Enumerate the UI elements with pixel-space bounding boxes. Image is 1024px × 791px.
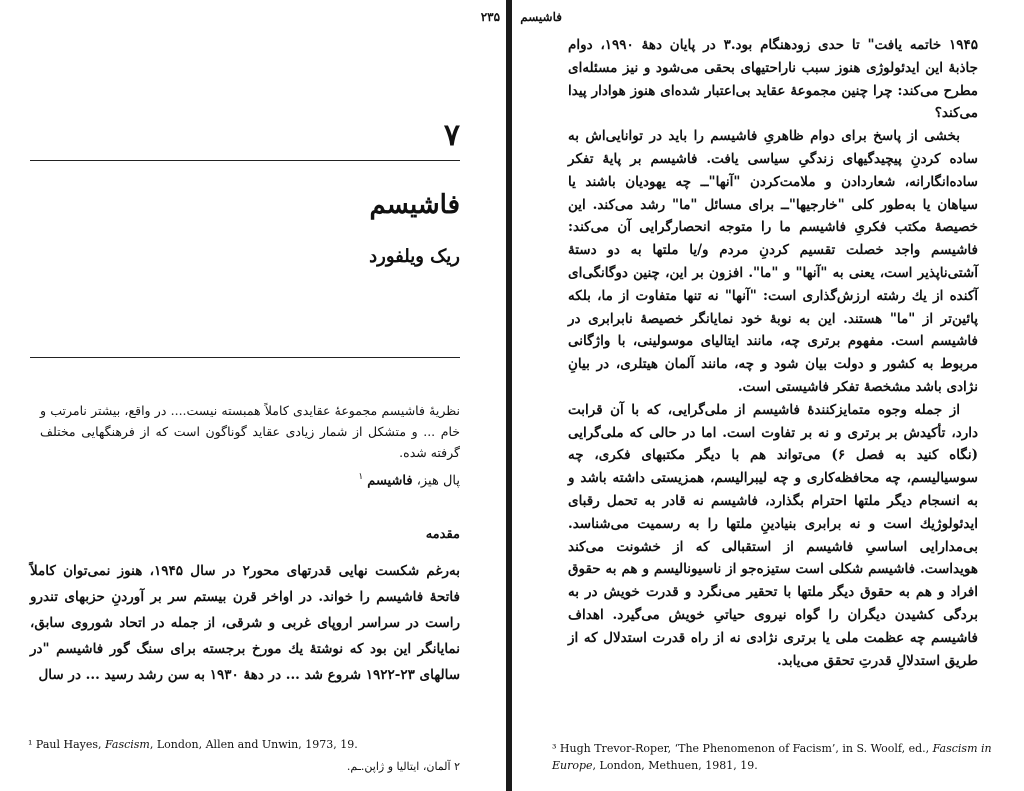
epigraph-source-title: فاشیسم xyxy=(367,473,413,489)
epigraph: نظریهٔ فاشیسم مجموعهٔ عقایدی کاملاً همبسته نیست.... در واقع، بیشتر نامرتب و خام ... و متشکل از شمار زیادی عقاید گوناگون است که از فرهنگهایی مختلف گرفته شده. xyxy=(40,403,460,460)
right-page xyxy=(480,0,1024,791)
running-header xyxy=(481,10,562,24)
paragraph-3: از جمله وجوه متمایزکنندهٔ فاشیسم از ملی‌گرایی، که با آن قرابت دارد، تأکیدش بر برتری و نه بر تفاوت است. اما در حالی که ملی‌گرایی (نگاه کنید به فصل ۶) می‌تواند هم با دیگر مکتبهای فکری، چه سوسیالیسم، چه محافظه‌کاری و چه لیبرالیسم، همزیستی داشته باشد و به انسجام دیگر ملتها احترام بگذارد، فاشیسم نه قادر به تحمل رقبای ایدئولوژیك است و نه برابری بنیادینِ ملتها را به رسمیت می‌شناسد. بی‌مدارایی اساسیِ فاشیسم از استقبالی که از خشونت می‌کند هویداست. فاشیسم شکلی است ستیزه‌جو از ناسیونالیسم و هم به حقوق افراد و هم به حقوق دیگر ملتها با تحقیر می‌نگرد و قدرت خویش در به بردگی کشیدن دیگران را گواه نیروی حیاتیِ خویش می‌گیرد. اهداف فاشیسم چه عظمت ملی یا برتری نژادی نه از راه قدرت استدلال که از طریق استدلالِ قدرتِ تحقق می‌یابد. xyxy=(568,401,978,669)
bottom-rule xyxy=(30,357,460,358)
left-body-text: به‌رغم شکست نهایی قدرتهای محور۲ در سال ۱۹۴۵، هنوز نمی‌توان کاملاً فاتحهٔ فاشیسم را خواند. در اواخر قرن بیستم سر بر آوردنِ حزبهای تندرو راست در سراسر اروپای غربی و شرقی، از جمله در اتحاد شوروی سابق، نمایانگر این بود که نوشتهٔ یك مورخ برجسته برای سنگ گور فاشیسم "در سالهای ۲۳-۱۹۲۲ شروع شد ... در دههٔ ۱۹۳۰ به سن رشد رسید ... در سال xyxy=(30,563,460,683)
footnote-3-text: Hugh Trevor-Roper, ‘The Phenomenon of Facism’, in S. Woolf, ed., xyxy=(559,742,930,755)
footnote-3 xyxy=(552,740,992,774)
chapter-title: فاشیسم xyxy=(369,190,460,220)
footnote-2: ۲ آلمان، ایتالیا و ژاپن.ـم. xyxy=(346,760,460,773)
right-body-text xyxy=(568,34,978,672)
footnote-3-rest: , London, Methuen, 1981, 19. xyxy=(592,759,758,772)
footnote-3-number: ³ xyxy=(552,742,557,755)
left-page xyxy=(0,0,506,791)
footnote-3-title: Fascism in Europe xyxy=(552,742,992,772)
epigraph-source-author: پال هیز، xyxy=(416,473,460,489)
paragraph-2: بخشی از پاسخ برای دوام ظاهریِ فاشیسم را باید در توانایی‌اش به ساده کردنِ پیچیدگیهای زندگیِ سیاسی یافت. فاشیسم بر پایهٔ تفکر ساده‌انگارانه، شعاردادن و ملامت‌کردن "آنها"ــ چه یهودیان باشند یا سیاهان یا به‌طور کلی "خارجیها"ــ برای مسائل "ما" رشد می‌کند. این خصیصهٔ مکتب فکریِ فاشیسم ما را متوجه انحصارگرایی آن می‌کند: فاشیسم واجد خصلت تقسیم کردنِ مردم و/یا ملتها به دو دستهٔ آشتی‌ناپذیر است، یعنی به "آنها" و "ما". افزون بر این، چنین دوگانگی‌ای آکنده از یك رشته ارزش‌گذاری است: "آنها" نه تنها متفاوت از ما، بلکه پائین‌تر از "ما" هستند. این به نوبهٔ خود نمایانگر خصیصهٔ نابرابری در فاشیسم است. مفهوم برتری چه، مانند ایتالیای موسولینی، با واژگانی مربوط به کشور و دولت بیان شود و چه، مانند آلمان هیتلری، در بیانِ نژادی باشد مشخصهٔ تفکر فاشیستی است. xyxy=(568,128,978,395)
footnote-1-author: Paul Hayes, xyxy=(35,738,102,751)
top-rule xyxy=(30,160,460,161)
page-number: ۲۳۵ xyxy=(480,10,501,24)
chapter-number: ۷ xyxy=(443,118,460,153)
footnote-1-number: ¹ xyxy=(28,738,33,751)
footnote-1-title: Fascism xyxy=(105,738,150,751)
paragraph-1: ۱۹۴۵ خاتمه یافت" تا حدی زودهنگام بود.۳ در پایان دههٔ ۱۹۹۰، دوام جاذبهٔ این ایدئولوژی هنوز سبب ناراحتیهای بحقی می‌شود و نیز مسئله‌ای مطرح می‌کند: چرا چنین مجموعهٔ عقاید بی‌اعتبار شده‌ای هنوز هوادار پیدا می‌کند؟ xyxy=(568,37,978,122)
epigraph-source xyxy=(358,472,460,488)
footnote-1-rest: , London, Allen and Unwin, 1973, 19. xyxy=(149,738,358,751)
chapter-author: ریک ویلفورد xyxy=(369,246,460,267)
section-heading: مقدمه xyxy=(425,527,460,542)
header-title: فاشیسم xyxy=(520,10,562,24)
epigraph-footnote-mark: ۱ xyxy=(358,472,364,482)
footnote-1 xyxy=(28,738,358,751)
